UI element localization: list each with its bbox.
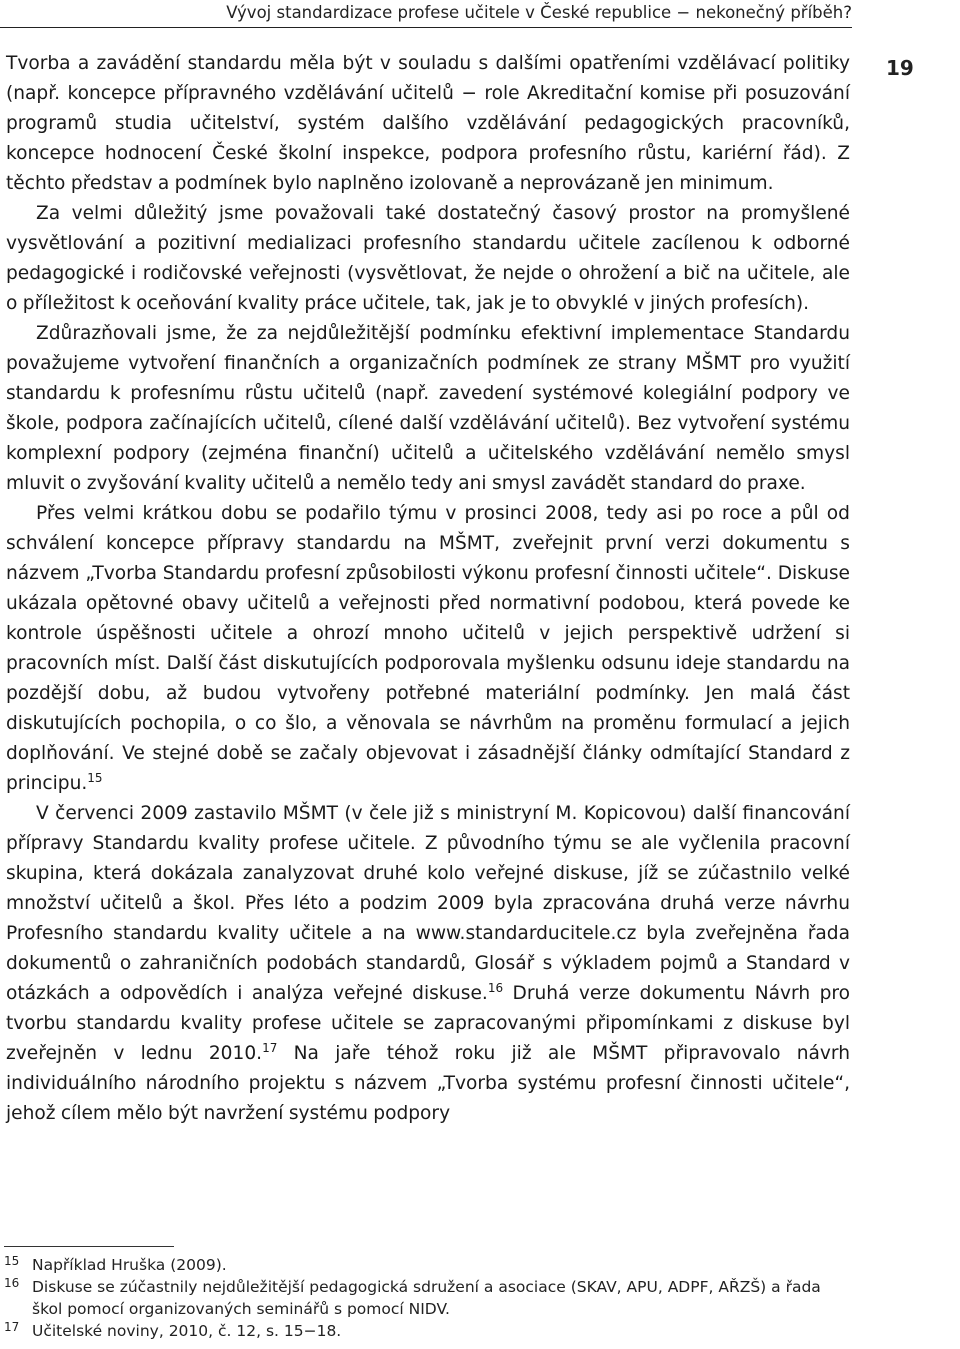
footnote-number: 17 [4, 1320, 20, 1334]
main-text [6, 49, 850, 1129]
page-number: 19 [886, 56, 914, 80]
footnote-16 [4, 1276, 854, 1320]
paragraph-3 [6, 319, 850, 499]
paragraph-2 [6, 199, 850, 319]
paragraph-text: Přes velmi krátkou dobu se podařilo týmu v prosinci 2008, tedy asi po roce a půl od schválení koncepce přípravy standardu na MŠMT, zveřejnit první verzi dokumentu s názvem „Tvorba Standardu profesní způsobilosti výkonu profesní činnosti učitele“. Diskuse ukázala opětovné obavy učitelů a veřejnosti před normativní podobou, která povede ke kontrole úspěšnosti učitele a ohrozí mnoho učitelů v jejich perspektivě udržení si pracovních míst. Další část diskutujících podporovala myšlenku odsunu ideje standardu na pozdější dobu, až budou vytvořeny potřebné materiální podmínky. Jen malá část diskutujících pochopila, o co šlo, a věnovala se návrhům na proměnu formulací a jejich doplňování. Ve stejné době se začaly objevovat i zásadnější články odmítající Standard z principu. [6, 503, 850, 794]
running-title: Vývoj standardizace profese učitele v České republice − nekonečný příběh? [226, 3, 852, 22]
footnote-17 [4, 1320, 854, 1342]
running-header [0, 2, 852, 28]
paragraph-1 [6, 49, 850, 199]
paragraph-text: Na jaře téhož roku již ale MŠMT připravovalo návrh individuálního národního projektu s názvem „Tvorba systému profesní činnosti učitele“, jehož cílem mělo být navržení systému podpory [6, 1043, 851, 1124]
paragraph-4 [6, 499, 850, 799]
footnotes [4, 1254, 854, 1342]
footnote-ref-16[interactable]: 16 [487, 981, 504, 995]
paragraph-text: Zdůrazňovali jsme, že za nejdůležitější podmínku efektivní implementace Standardu považujeme vytvoření finančních a organizačních podmínek ze strany MŠMT pro využití standardu k profesnímu růstu učitelů (např. zavedení systémové kolegiální podpory ve škole, podpora začínajících učitelů, cílené další vzdělávání učitelů). Bez vytvoření systému komplexní podpory (zejména finanční) učitelů a učitelského vzdělávání nemělo smysl mluvit o zvyšování kvality učitelů a nemělo tedy ani smysl zavádět standard do praxe. [6, 323, 850, 494]
footnote-ref-17[interactable]: 17 [262, 1041, 278, 1055]
paragraph-text: V červenci 2009 zastavilo MŠMT (v čele již s ministryní M. Kopicovou) další financování přípravy Standardu kvality profese učitele. Z původního týmu se ale vyčlenila pracovní skupina, která dokázala zanalyzovat druhé kolo veřejné diskuse, jíž se zúčastnilo velké množství učitelů a škol. Přes léto a podzim 2009 byla zpracována druhá verze návrhu Profesního standardu kvality učitele a na www.standarducitele.cz byla zveřejněna řada dokumentů o zahraničních podobách standardů, Glosář s výkladem pojmů a Standard v otázkách a odpovědích i analýza veřejné diskuse. [6, 803, 850, 1004]
footnote-number: 16 [4, 1276, 20, 1290]
footnote-ref-15[interactable]: 15 [87, 771, 103, 785]
paragraph-text: Za velmi důležitý jsme považovali také dostatečný časový prostor na promyšlené vysvětlování a pozitivní medializaci profesního standardu učitele zacílenou k odborné pedagogické i rodičovské veřejnosti (vysvětlovat, že nejde o ohrožení a bič na učitele, ale o příležitost k oceňování kvality práce učitele, tak, jak je to obvyklé v jiných profesích). [6, 203, 850, 314]
footnote-text: Učitelské noviny, 2010, č. 12, s. 15−18. [32, 1322, 342, 1340]
footnote-separator [4, 1246, 174, 1247]
footnote-15 [4, 1254, 854, 1276]
footnote-text: Například Hruška (2009). [32, 1256, 227, 1274]
footnote-number: 15 [4, 1254, 20, 1268]
paragraph-text: Tvorba a zavádění standardu měla být v souladu s dalšími opatřeními vzdělávací politiky (např. koncepce přípravného vzdělávání učitelů − role Akreditační komise při posuzování programů studia učitelství, systém dalšího vzdělávání pedagogických pracovníků, koncepce hodnocení České školní inspekce, podpora profesního růstu, kariérní řád). Z těchto představ a podmínek bylo naplněno izolovaně a neprovázaně jen minimum. [6, 53, 850, 194]
paragraph-5 [6, 799, 850, 1129]
paragraph-text: Druhá verze dokumentu Návrh pro tvorbu standardu kvality profese učitele se zapracovanými připomínkami z diskuse byl zveřejněn v lednu 2010. [6, 983, 850, 1064]
footnote-text: Diskuse se zúčastnily nejdůležitější pedagogická sdružení a asociace (SKAV, APU, ADPF, AŘZŠ) a řada škol pomocí organizovaných seminářů s pomocí NIDV. [32, 1278, 821, 1318]
